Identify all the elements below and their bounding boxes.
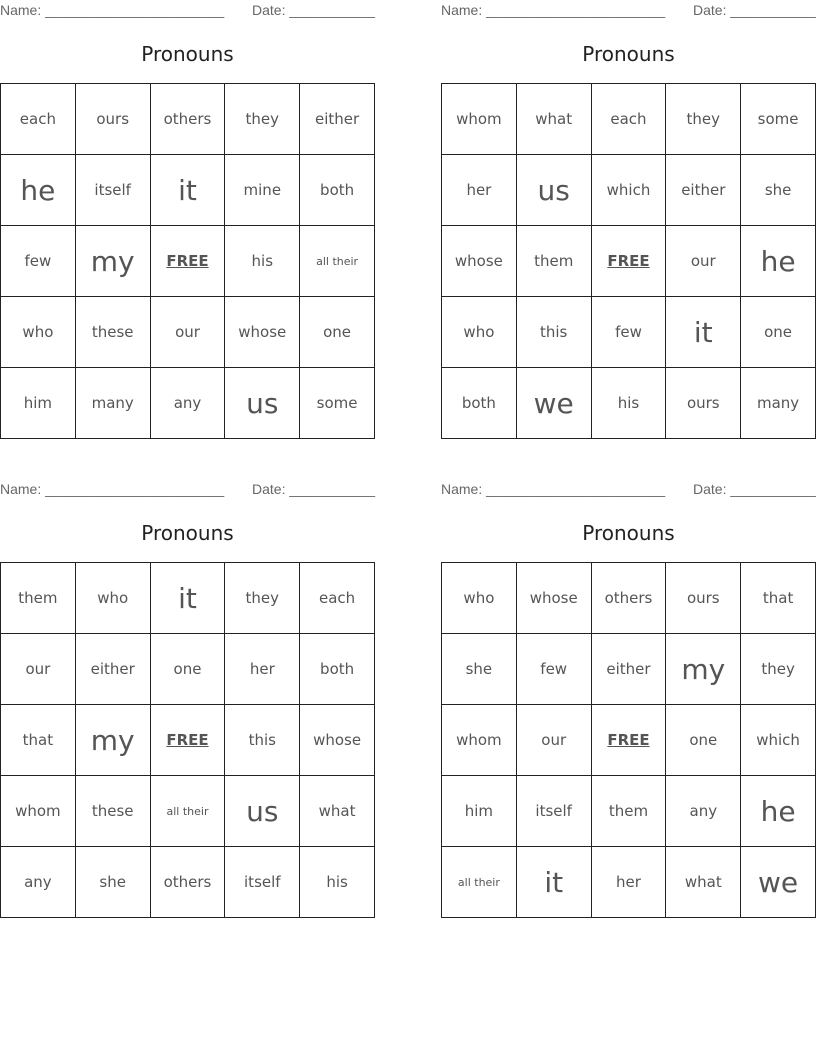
grid-row bbox=[1, 847, 375, 918]
grid-row bbox=[442, 705, 816, 776]
bingo-cell: who bbox=[75, 563, 150, 634]
free-space: FREE bbox=[150, 226, 225, 297]
bingo-cell: one bbox=[741, 297, 816, 368]
card-header bbox=[0, 0, 375, 22]
free-space: FREE bbox=[150, 705, 225, 776]
bingo-cell: either bbox=[300, 84, 375, 155]
bingo-cell: any bbox=[666, 776, 741, 847]
grid-row bbox=[1, 563, 375, 634]
bingo-grid bbox=[0, 83, 375, 439]
bingo-cell: them bbox=[516, 226, 591, 297]
bingo-cell: many bbox=[75, 368, 150, 439]
bingo-cell: her bbox=[225, 634, 300, 705]
bingo-cell: some bbox=[300, 368, 375, 439]
free-space: FREE bbox=[591, 705, 666, 776]
bingo-cell: he bbox=[741, 776, 816, 847]
grid-row bbox=[1, 634, 375, 705]
name-field: Name: _______________________ bbox=[441, 2, 666, 18]
bingo-cell: our bbox=[150, 297, 225, 368]
card-header bbox=[0, 479, 375, 501]
bingo-cell: all their bbox=[300, 226, 375, 297]
grid-row bbox=[1, 155, 375, 226]
bingo-cell: ours bbox=[75, 84, 150, 155]
bingo-cell: they bbox=[666, 84, 741, 155]
bingo-cell: whose bbox=[516, 563, 591, 634]
grid-row bbox=[1, 297, 375, 368]
bingo-cell: one bbox=[150, 634, 225, 705]
bingo-cell: any bbox=[1, 847, 76, 918]
name-field: Name: _______________________ bbox=[0, 2, 225, 18]
bingo-cell: itself bbox=[75, 155, 150, 226]
bingo-cell: each bbox=[300, 563, 375, 634]
bingo-cell: these bbox=[75, 776, 150, 847]
bingo-cell: us bbox=[225, 368, 300, 439]
bingo-cell: others bbox=[150, 847, 225, 918]
grid-row bbox=[1, 226, 375, 297]
bingo-cell: either bbox=[75, 634, 150, 705]
bingo-card-4 bbox=[441, 479, 816, 911]
bingo-cell: few bbox=[1, 226, 76, 297]
grid-row bbox=[442, 84, 816, 155]
bingo-cell: what bbox=[516, 84, 591, 155]
grid-row bbox=[442, 226, 816, 297]
bingo-cell: who bbox=[442, 563, 517, 634]
grid-row bbox=[1, 368, 375, 439]
bingo-cell: we bbox=[741, 847, 816, 918]
grid-row bbox=[442, 155, 816, 226]
bingo-cell: itself bbox=[516, 776, 591, 847]
bingo-cell: others bbox=[150, 84, 225, 155]
bingo-cell: what bbox=[666, 847, 741, 918]
bingo-cell: us bbox=[225, 776, 300, 847]
bingo-cell: any bbox=[150, 368, 225, 439]
bingo-cell: her bbox=[442, 155, 517, 226]
bingo-cell: these bbox=[75, 297, 150, 368]
bingo-cell: whom bbox=[1, 776, 76, 847]
bingo-cell: her bbox=[591, 847, 666, 918]
bingo-cell: each bbox=[591, 84, 666, 155]
bingo-cell: my bbox=[75, 705, 150, 776]
bingo-cell: it bbox=[666, 297, 741, 368]
bingo-cell: they bbox=[741, 634, 816, 705]
card-title: Pronouns bbox=[141, 42, 234, 66]
bingo-grid bbox=[441, 562, 816, 918]
grid-row bbox=[1, 84, 375, 155]
name-field: Name: _______________________ bbox=[441, 481, 666, 497]
bingo-cell: few bbox=[516, 634, 591, 705]
bingo-cell: mine bbox=[225, 155, 300, 226]
grid-row bbox=[1, 776, 375, 847]
bingo-cell: us bbox=[516, 155, 591, 226]
bingo-cell: which bbox=[741, 705, 816, 776]
grid-row bbox=[442, 563, 816, 634]
bingo-cell: whom bbox=[442, 84, 517, 155]
bingo-cell: ours bbox=[666, 368, 741, 439]
bingo-card-2 bbox=[441, 0, 816, 432]
bingo-cell: it bbox=[150, 563, 225, 634]
bingo-cell: that bbox=[741, 563, 816, 634]
bingo-cell: he bbox=[1, 155, 76, 226]
bingo-cell: our bbox=[516, 705, 591, 776]
bingo-cell: many bbox=[741, 368, 816, 439]
date-field: Date: ___________ bbox=[252, 481, 375, 497]
bingo-cell: each bbox=[1, 84, 76, 155]
date-field: Date: ___________ bbox=[693, 2, 816, 18]
bingo-cell: his bbox=[225, 226, 300, 297]
bingo-cell: few bbox=[591, 297, 666, 368]
grid-row bbox=[442, 368, 816, 439]
bingo-cell: they bbox=[225, 84, 300, 155]
bingo-cell: either bbox=[591, 634, 666, 705]
bingo-cell: them bbox=[1, 563, 76, 634]
bingo-cell: all their bbox=[442, 847, 517, 918]
bingo-cell: one bbox=[666, 705, 741, 776]
grid-row bbox=[442, 776, 816, 847]
bingo-cell: that bbox=[1, 705, 76, 776]
name-field: Name: _______________________ bbox=[0, 481, 225, 497]
bingo-cell: his bbox=[300, 847, 375, 918]
bingo-cell: one bbox=[300, 297, 375, 368]
grid-row bbox=[442, 634, 816, 705]
bingo-cell: all their bbox=[150, 776, 225, 847]
bingo-cell: both bbox=[300, 634, 375, 705]
bingo-cell: our bbox=[1, 634, 76, 705]
bingo-cell: them bbox=[591, 776, 666, 847]
grid-row bbox=[442, 297, 816, 368]
bingo-cell: both bbox=[442, 368, 517, 439]
bingo-cell: it bbox=[150, 155, 225, 226]
bingo-cell: others bbox=[591, 563, 666, 634]
bingo-cell: him bbox=[442, 776, 517, 847]
bingo-cell: whose bbox=[225, 297, 300, 368]
bingo-cell: what bbox=[300, 776, 375, 847]
bingo-cell: it bbox=[516, 847, 591, 918]
free-space: FREE bbox=[591, 226, 666, 297]
grid-row bbox=[1, 705, 375, 776]
bingo-cell: he bbox=[741, 226, 816, 297]
card-title: Pronouns bbox=[141, 521, 234, 545]
bingo-cell: either bbox=[666, 155, 741, 226]
grid-row bbox=[442, 847, 816, 918]
bingo-cell: they bbox=[225, 563, 300, 634]
bingo-cell: she bbox=[442, 634, 517, 705]
date-field: Date: ___________ bbox=[693, 481, 816, 497]
card-header bbox=[441, 0, 816, 22]
bingo-grid bbox=[441, 83, 816, 439]
bingo-cell: his bbox=[591, 368, 666, 439]
bingo-cell: which bbox=[591, 155, 666, 226]
bingo-cell: she bbox=[75, 847, 150, 918]
bingo-cell: this bbox=[225, 705, 300, 776]
bingo-cell: ours bbox=[666, 563, 741, 634]
bingo-cell: who bbox=[1, 297, 76, 368]
bingo-cell: my bbox=[666, 634, 741, 705]
bingo-cell: some bbox=[741, 84, 816, 155]
bingo-cell: we bbox=[516, 368, 591, 439]
bingo-cell: our bbox=[666, 226, 741, 297]
bingo-card-3 bbox=[0, 479, 375, 911]
bingo-cell: both bbox=[300, 155, 375, 226]
bingo-cell: whose bbox=[300, 705, 375, 776]
bingo-cell: my bbox=[75, 226, 150, 297]
bingo-card-1 bbox=[0, 0, 375, 432]
card-title: Pronouns bbox=[582, 521, 675, 545]
bingo-cell: whose bbox=[442, 226, 517, 297]
bingo-cell: him bbox=[1, 368, 76, 439]
card-header bbox=[441, 479, 816, 501]
bingo-cell: itself bbox=[225, 847, 300, 918]
card-title: Pronouns bbox=[582, 42, 675, 66]
date-field: Date: ___________ bbox=[252, 2, 375, 18]
bingo-cell: she bbox=[741, 155, 816, 226]
bingo-cell: this bbox=[516, 297, 591, 368]
bingo-grid bbox=[0, 562, 375, 918]
bingo-cell: whom bbox=[442, 705, 517, 776]
bingo-cell: who bbox=[442, 297, 517, 368]
